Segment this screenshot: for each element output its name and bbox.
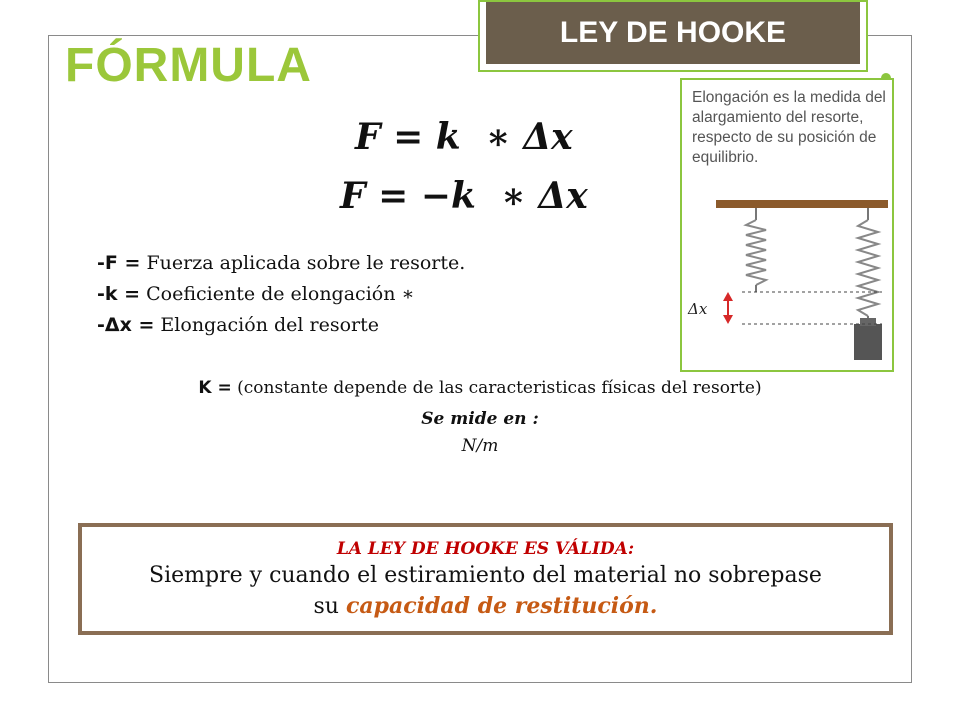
definition-symbol: -k = bbox=[97, 283, 141, 305]
delta-x-label: Δx bbox=[688, 300, 708, 318]
equation-1: F = k ∗ Δx bbox=[355, 116, 573, 158]
note-title: LA LEY DE HOOKE ES VÁLIDA: bbox=[336, 539, 635, 559]
page-heading: FÓRMULA bbox=[65, 39, 312, 92]
slide-title: LEY DE HOOKE bbox=[486, 2, 860, 64]
title-tab bbox=[478, 0, 868, 72]
definition-force bbox=[97, 252, 465, 274]
constant-text: (constante depende de las caracteristicas físicas del resorte) bbox=[231, 378, 762, 398]
ceiling-beam bbox=[716, 200, 888, 208]
note-body bbox=[82, 561, 889, 622]
measured-label: Se mide en : bbox=[421, 409, 539, 429]
spring-right bbox=[858, 220, 878, 316]
definition-k bbox=[97, 283, 414, 305]
spring-left bbox=[746, 220, 766, 285]
definition-text: Fuerza aplicada sobre le resorte. bbox=[140, 252, 466, 274]
definition-text: Coeficiente de elongación ∗ bbox=[140, 283, 415, 305]
spring-diagram bbox=[682, 80, 892, 370]
constant-symbol: K = bbox=[198, 378, 232, 398]
note-emphasis: capacidad de restitución. bbox=[345, 593, 658, 619]
definition-symbol: -Δx = bbox=[97, 314, 155, 336]
equation-2: F = −k ∗ Δx bbox=[340, 175, 588, 217]
note-prefix: su bbox=[313, 594, 346, 619]
definition-elongation bbox=[97, 314, 379, 336]
note-line-1: Siempre y cuando el estiramiento del material no sobrepase bbox=[149, 563, 822, 588]
definition-text: Elongación del resorte bbox=[154, 314, 379, 336]
figure-caption: Elongación es la medida del alargamiento del resorte, respecto de su posición de equilibrio. bbox=[692, 89, 886, 166]
constant-line bbox=[100, 378, 860, 398]
validity-note bbox=[78, 523, 893, 635]
spring-figure bbox=[680, 78, 894, 372]
unit-label: N/m bbox=[461, 436, 499, 456]
definition-symbol: -F = bbox=[97, 252, 141, 274]
weight-block bbox=[854, 324, 882, 360]
